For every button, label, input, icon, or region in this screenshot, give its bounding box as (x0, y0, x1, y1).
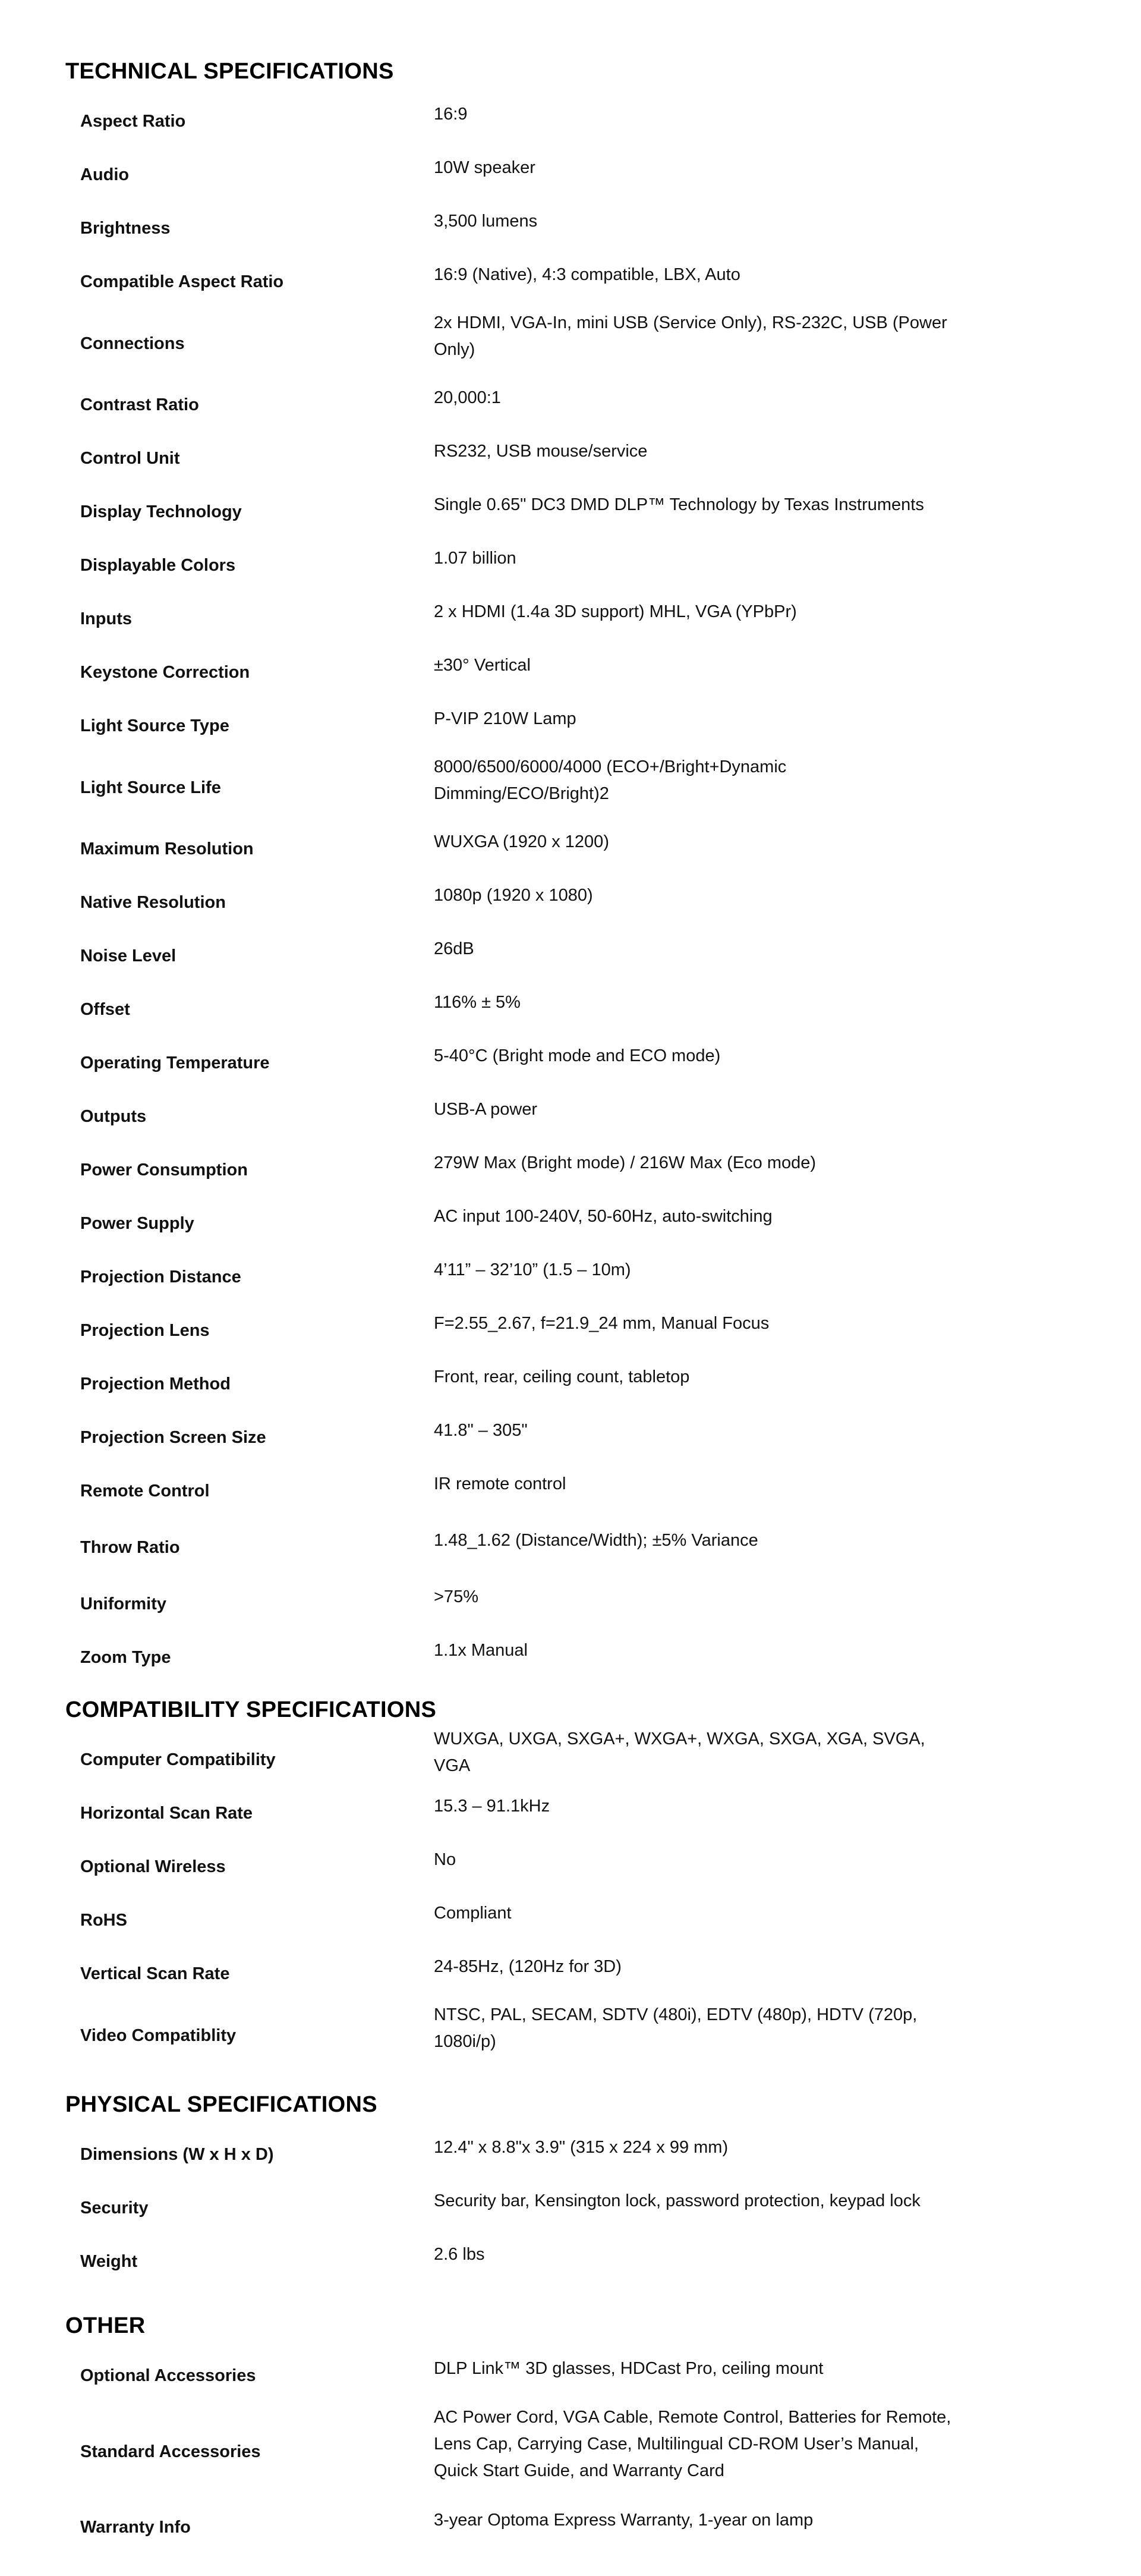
spec-label: Operating Temperature (80, 1053, 270, 1072)
spec-value: 41.8" – 305" (434, 1420, 528, 1440)
spec-label: Connections (80, 334, 185, 353)
spec-value: 16:9 (Native), 4:3 compatible, LBX, Auto (434, 265, 740, 284)
spec-row (65, 197, 992, 251)
spec-value: AC input 100-240V, 50-60Hz, auto-switching (434, 1206, 773, 1226)
spec-value: 4’11” – 32’10” (1.5 – 10m) (434, 1260, 631, 1279)
spec-row (65, 1627, 992, 1680)
spec-value: Security bar, Kensington lock, password protection, keypad lock (434, 2191, 921, 2210)
spec-label: Security (80, 2198, 149, 2218)
spec-label: Optional Accessories (80, 2366, 256, 2385)
spec-row (65, 2124, 992, 2177)
spec-value: Single 0.65" DC3 DMD DLP™ Technology by Texas Instruments (434, 495, 924, 514)
spec-label: RoHS (80, 1911, 127, 1930)
spec-label: Display Technology (80, 502, 242, 521)
spec-label: Dimensions (W x H x D) (80, 2145, 274, 2164)
spec-row (65, 1353, 992, 1407)
technical-specifications-section (65, 55, 992, 1680)
spec-row (65, 588, 992, 641)
spec-row (65, 144, 992, 197)
spec-row (65, 1139, 992, 1193)
spec-table (65, 1729, 992, 2066)
spec-label: Keystone Correction (80, 663, 250, 682)
section-title: PHYSICAL SPECIFICATIONS (65, 2092, 377, 2117)
spec-row (65, 1836, 992, 1889)
spec-row (65, 2177, 992, 2231)
spec-row (65, 1514, 992, 1573)
spec-row (65, 2231, 992, 2284)
spec-value: AC Power Cord, VGA Cable, Remote Control, Batteries for Remote, Lens Cap, Carrying Case, Multilingual CD-ROM User’s Manual, Quick Start Guide, and Warranty Card (434, 2408, 951, 2480)
spec-row (65, 1889, 992, 1943)
spec-label: Standard Accessories (80, 2442, 261, 2461)
spec-row (65, 1782, 992, 1836)
spec-row (65, 374, 992, 427)
spec-value: 2.6 lbs (434, 2244, 485, 2264)
section-title: OTHER (65, 2313, 146, 2338)
spec-row (65, 304, 992, 374)
spec-row (65, 1086, 992, 1139)
spec-value: WUXGA, UXGA, SXGA+, WXGA+, WXGA, SXGA, XGA, SVGA, VGA (434, 1729, 925, 1775)
spec-row (65, 641, 992, 695)
spec-label: Vertical Scan Rate (80, 1964, 230, 1983)
spec-label: Displayable Colors (80, 556, 236, 575)
spec-value: P-VIP 210W Lamp (434, 709, 576, 728)
spec-value: 8000/6500/6000/4000 (ECO+/Bright+Dynamic Dimming/ECO/Bright)2 (434, 757, 787, 803)
spec-label: Noise Level (80, 946, 176, 965)
spec-value: Front, rear, ceiling count, tabletop (434, 1367, 690, 1386)
spec-label: Aspect Ratio (80, 112, 186, 131)
spec-label: Maximum Resolution (80, 839, 254, 858)
section-title: TECHNICAL SPECIFICATIONS (65, 59, 394, 84)
spec-row (65, 1460, 992, 1514)
spec-row (65, 1996, 992, 2066)
spec-value: 5-40°C (Bright mode and ECO mode) (434, 1046, 721, 1065)
spec-row (65, 90, 992, 144)
spec-value: NTSC, PAL, SECAM, SDTV (480i), EDTV (480p), HDTV (720p, 1080i/p) (434, 2005, 918, 2051)
spec-row (65, 1246, 992, 1300)
spec-value: IR remote control (434, 1474, 566, 1493)
spec-value: 1.07 billion (434, 548, 516, 568)
spec-value: 15.3 – 91.1kHz (434, 1796, 550, 1816)
spec-row (65, 1573, 992, 1627)
spec-table (65, 90, 992, 1680)
spec-row (65, 2345, 992, 2398)
spec-label: Brightness (80, 219, 171, 238)
spec-value: No (434, 1850, 456, 1869)
spec-label: Video Compatiblity (80, 2025, 237, 2045)
spec-value: F=2.55_2.67, f=21.9_24 mm, Manual Focus (434, 1313, 770, 1333)
spec-label: Native Resolution (80, 893, 226, 912)
spec-table (65, 2124, 992, 2284)
spec-label: Projection Screen Size (80, 1428, 266, 1447)
spec-row (65, 925, 992, 979)
spec-label: Audio (80, 165, 130, 184)
spec-row (65, 1943, 992, 1996)
spec-value: RS232, USB mouse/service (434, 441, 648, 461)
spec-value: 2x HDMI, VGA-In, mini USB (Service Only), RS-232C, USB (Power Only) (434, 313, 947, 359)
compatibility-specifications-section (65, 1693, 992, 2066)
spec-row (65, 2398, 992, 2496)
spec-row (65, 748, 992, 818)
spec-value: Compliant (434, 1903, 512, 1923)
spec-row (65, 1032, 992, 1086)
spec-value: 1080p (1920 x 1080) (434, 885, 593, 905)
spec-row (65, 1729, 992, 1782)
spec-value: ±30° Vertical (434, 655, 531, 675)
spec-value: 3-year Optoma Express Warranty, 1-year on lamp (434, 2510, 814, 2530)
spec-value: 10W speaker (434, 158, 535, 177)
spec-label: Throw Ratio (80, 1538, 180, 1557)
spec-row (65, 695, 992, 748)
spec-value: >75% (434, 1587, 478, 1606)
spec-label: Inputs (80, 609, 132, 628)
spec-label: Optional Wireless (80, 1857, 226, 1876)
spec-label: Projection Distance (80, 1267, 241, 1287)
spec-value: 24-85Hz, (120Hz for 3D) (434, 1957, 622, 1976)
spec-label: Offset (80, 1000, 130, 1019)
spec-value: 26dB (434, 939, 474, 958)
spec-row (65, 251, 992, 304)
spec-label: Light Source Type (80, 716, 229, 735)
spec-value: 3,500 lumens (434, 211, 538, 231)
spec-label: Outputs (80, 1107, 147, 1126)
spec-value: DLP Link™ 3D glasses, HDCast Pro, ceiling mount (434, 2358, 824, 2378)
spec-row (65, 534, 992, 588)
spec-row (65, 979, 992, 1032)
physical-specifications-section (65, 2088, 992, 2284)
spec-value: 12.4" x 8.8"x 3.9" (315 x 224 x 99 mm) (434, 2137, 729, 2157)
spec-value: 116% ± 5% (434, 992, 521, 1012)
spec-value: WUXGA (1920 x 1200) (434, 832, 609, 851)
spec-label: Contrast Ratio (80, 395, 199, 414)
spec-label: Projection Lens (80, 1321, 210, 1340)
spec-row (65, 2496, 992, 2550)
spec-row (65, 872, 992, 925)
spec-label: Zoom Type (80, 1648, 171, 1667)
spec-label: Computer Compatibility (80, 1750, 276, 1769)
spec-row (65, 427, 992, 481)
spec-label: Power Supply (80, 1214, 194, 1233)
spec-table (65, 2345, 992, 2550)
spec-value: 16:9 (434, 104, 468, 124)
spec-row (65, 1300, 992, 1353)
spec-value: 2 x HDMI (1.4a 3D support) MHL, VGA (YPbPr) (434, 602, 797, 621)
spec-label: Warranty Info (80, 2518, 191, 2537)
spec-label: Compatible Aspect Ratio (80, 272, 284, 291)
spec-row (65, 1193, 992, 1246)
spec-label: Uniformity (80, 1594, 166, 1613)
spec-row (65, 1407, 992, 1460)
spec-label: Remote Control (80, 1482, 210, 1501)
spec-value: USB-A power (434, 1099, 538, 1119)
spec-value: 279W Max (Bright mode) / 216W Max (Eco mode) (434, 1153, 817, 1172)
spec-label: Horizontal Scan Rate (80, 1804, 253, 1823)
spec-value: 1.1x Manual (434, 1640, 528, 1660)
spec-value: 20,000:1 (434, 388, 501, 407)
spec-value: 1.48_1.62 (Distance/Width); ±5% Variance (434, 1530, 758, 1550)
spec-row (65, 481, 992, 534)
other-section (65, 2309, 992, 2550)
spec-label: Light Source Life (80, 778, 221, 797)
spec-label: Projection Method (80, 1375, 231, 1394)
section-title: COMPATIBILITY SPECIFICATIONS (65, 1697, 437, 1722)
spec-label: Power Consumption (80, 1160, 248, 1180)
spec-label: Weight (80, 2252, 138, 2271)
spec-row (65, 818, 992, 872)
spec-label: Control Unit (80, 449, 180, 468)
